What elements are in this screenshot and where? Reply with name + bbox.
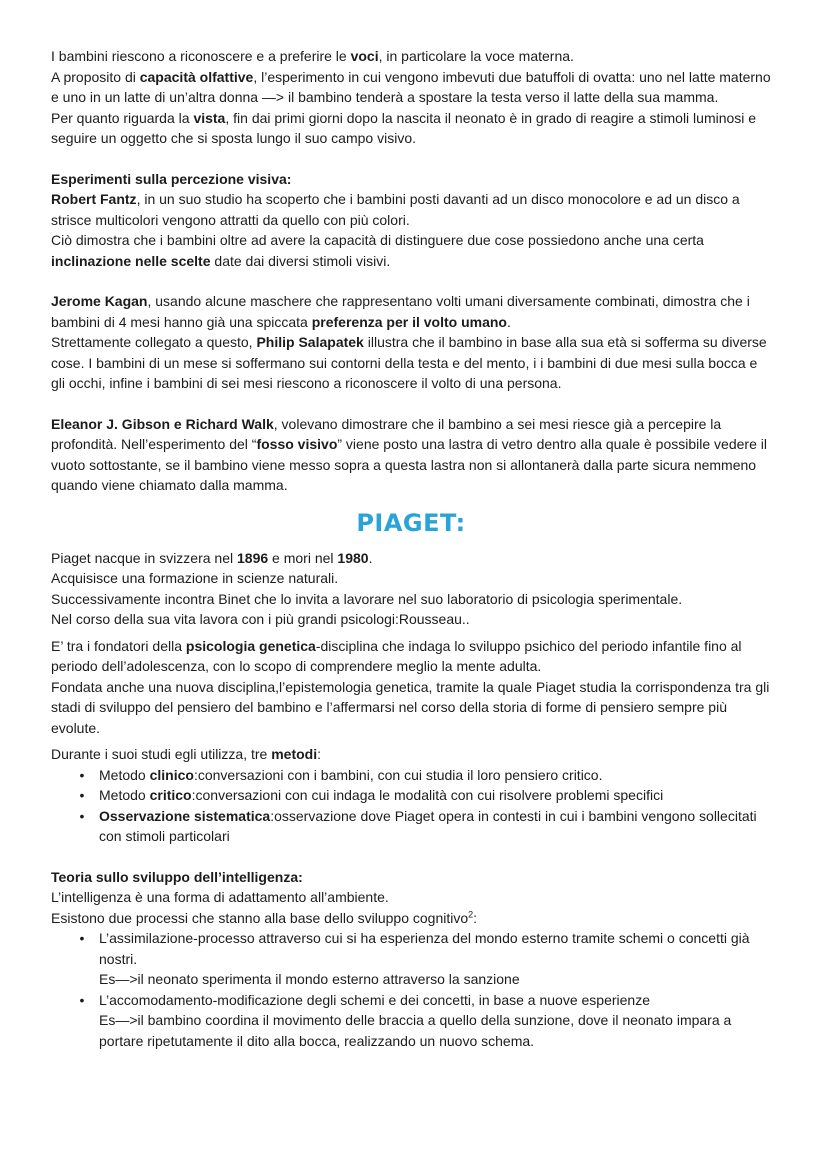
bullet-icon: • bbox=[79, 787, 85, 803]
paragraph-gibson-walk: Eleanor J. Gibson e Richard Walk, volevano dimostrare che il bambino a sei mesi riesce già a percepire la profondità. Nell’esperimento del “fosso visivo” viene posto una lastra di vetro dentro alla quale è possibile vedere il vuoto sottostante, se il bambino viene messo sopra a questa lastra non si allontanerà dalla parte sicura nemmeno quando viene chiamato dalla mamma. bbox=[51, 415, 767, 493]
paragraph-kagan: Jerome Kagan, usando alcune maschere che rappresentano volti umani diversamente combinati, dimostra che i bambini di 4 mesi hanno già una spiccata preferenza per il volto umano. bbox=[51, 293, 750, 330]
paragraph-piaget-birth: Piaget nacque in svizzera nel 1896 e mori nel 1980. bbox=[51, 549, 373, 566]
section-heading-piaget: PIAGET: bbox=[356, 508, 466, 537]
list-item-metodo-clinico: • Metodo clinico:conversazioni con i bambini, con cui studia il loro pensiero critico. bbox=[51, 765, 771, 786]
paragraph-olfattive: A proposito di capacità olfattive, l’esperimento in cui vengono imbevuti due batuffoli di ovatta: uno nel latte materno e uno in un latte di un’altra donna —> il bambino tenderà a spostare la testa verso il latte della sua mamma. bbox=[51, 68, 771, 105]
paragraph-psicologia-genetica: E’ tra i fondatori della psicologia genetica-disciplina che indaga lo sviluppo psichico del periodo infantile fino al periodo dell’adolescenza, con lo scopo di comprendere meglio la mente adulta. bbox=[51, 637, 742, 674]
paragraph-fantz: Robert Fantz, in un suo studio ha scoperto che i bambini posti davanti ad un disco monocolore e ad un disco a strisce multicolori vengono attratti da quello con più colori. bbox=[51, 191, 740, 228]
example-assimilazione: Es—>il neonato sperimenta il mondo esterno attraverso la sanzione bbox=[99, 971, 520, 987]
paragraph-epistemologia: Fondata anche una nuova disciplina,l’epistemologia genetica, tramite la quale Piaget studia la corrispondenza tra gli stadi di sviluppo del pensiero del bambino e l’affermarsi nel corso della storia di forme di pensiero sempre più evolute. bbox=[51, 678, 770, 736]
paragraph-salapatek: Strettamente collegato a questo, Philip Salapatek illustra che il bambino in base alla sua età si sofferma su diverse cose. I bambini di un mese si soffermano sui contorni della testa e del mento, i i bambini di due mesi sulla bocca e gli occhi, infine i bambini di sei mesi riescono a riconoscere il volto di una persona. bbox=[51, 334, 767, 391]
paragraph-intelligenza: L’intelligenza è una forma di adattamento all’ambiente. bbox=[51, 889, 389, 905]
paragraph-piaget-binet: Successivamente incontra Binet che lo invita a lavorare nel suo laboratorio di psicologia sperimentale. bbox=[51, 590, 683, 607]
section-title-percezione: Esperimenti sulla percezione visiva: bbox=[51, 170, 292, 187]
paragraph-processi: Esistono due processi che stanno alla base dello sviluppo cognitivo$^2$: bbox=[51, 908, 478, 926]
processi-list bbox=[51, 928, 771, 1051]
bullet-icon: • bbox=[79, 807, 85, 824]
document-page bbox=[51, 46, 771, 1051]
list-item-accomodamento: • L’accomodamento-modificazione degli schemi e dei concetti, in base a nuove esperienze Es—>il bambino coordina il movimento delle braccia a quello della sunzione, dove il neonato impara a portare ripetutamente il dito alla bocca, realizzando un nuovo schema. bbox=[51, 990, 771, 1052]
list-item-metodo-critico: • Metodo critico:conversazioni con cui indaga le modalità con cui risolvere problemi specifici bbox=[51, 785, 771, 806]
paragraph-metodi-intro: Durante i suoi studi egli utilizza, tre metodi: bbox=[51, 746, 321, 762]
paragraph-vista: Per quanto riguarda la vista, fin dai primi giorni dopo la nascita il neonato è in grado di reagire a stimoli luminosi e seguire un oggetto che si sposta lungo il suo campo visivo. bbox=[51, 109, 757, 146]
paragraph-piaget-psicologi: Nel corso della sua vita lavora con i più grandi psicologi:Rousseau.. bbox=[51, 611, 470, 627]
section-title-teoria: Teoria sullo sviluppo dell’intelligenza: bbox=[51, 868, 303, 885]
paragraph-fantz-conclusion: Ciò dimostra che i bambini oltre ad avere la capacità di distinguere due cose possiedono anche una certa inclinazione nelle scelte date dai diversi stimoli visivi. bbox=[51, 232, 704, 269]
list-item-osservazione-sistematica: • Osservazione sistematica:osservazione dove Piaget opera in contesti in cui i bambini vengono sollecitati con stimoli particolari bbox=[51, 806, 771, 847]
bullet-icon: • bbox=[79, 766, 85, 783]
bullet-icon: • bbox=[79, 930, 85, 946]
example-accomodamento: Es—>il bambino coordina il movimento delle braccia a quello della sunzione, dove il neonato impara a portare ripetutamente il dito alla bocca, realizzando un nuovo schema. bbox=[99, 1012, 732, 1049]
footnote-marker: 2 bbox=[468, 908, 474, 919]
metodi-list bbox=[51, 765, 771, 847]
bullet-icon: • bbox=[79, 991, 85, 1008]
paragraph-piaget-formation: Acquisisce una formazione in scienze naturali. bbox=[51, 570, 339, 586]
list-item-assimilazione: • L’assimilazione-processo attraverso cui si ha esperienza del mondo esterno tramite schemi o concetti già nostri. Es—>il neonato sperimenta il mondo esterno attraverso la sanzione bbox=[51, 928, 771, 990]
paragraph-voci: I bambini riescono a riconoscere e a preferire le voci, in particolare la voce materna. bbox=[51, 48, 574, 64]
